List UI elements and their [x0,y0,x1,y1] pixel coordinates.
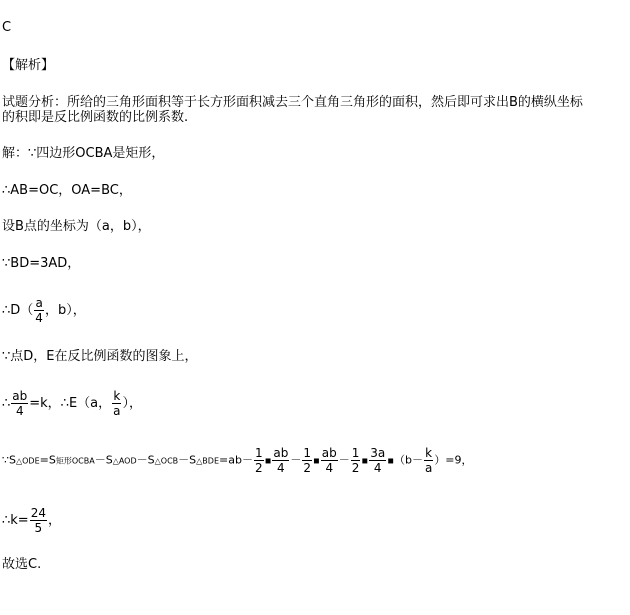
fraction-a-over-4 [34,296,44,325]
step-9-post: ， [47,513,61,528]
s8-sub5: △BDE [196,456,219,466]
fraction-k-over-a [424,446,433,475]
frac-den: a [424,461,433,475]
s8-m3: －S [178,453,197,467]
step-2: ∴AB=OC，OA=BC， [2,183,132,198]
fraction-1-over-2 [254,446,264,475]
s8-m2: －S [136,453,155,467]
step-8 [2,446,473,475]
step-4: ∵BD=3AD， [2,256,81,271]
frac-num: 24 [30,506,46,520]
step-7-pre: ∴ [2,396,11,411]
answer-letter: C [2,20,12,35]
fraction-1-over-2 [302,446,312,475]
frac-den: 5 [34,521,43,535]
step-6: ∵点D，E在反比例函数的图象上， [2,349,198,364]
fraction-1-over-2 [351,446,361,475]
step-10: 故选C. [2,557,42,572]
frac-den: 2 [303,461,311,475]
s8-paren: （b－ [393,453,423,467]
step-5-pre: ∴D（ [2,303,34,318]
fraction-ab-over-4 [11,389,28,418]
fraction-3a-over-4 [369,446,386,475]
s8-sub1: △ODE [15,456,40,466]
s8-pre: ∵S [2,453,16,467]
frac-den: 4 [373,461,382,475]
s8-sub2: 矩形OCBA [55,456,95,466]
step-5 [2,296,86,325]
frac-den: 4 [15,404,24,418]
frac-den: 4 [325,461,334,475]
s8-sub3: △AOD [112,456,137,466]
s8-sub4: △OCB [154,456,179,466]
frac-num: 3a [370,446,386,460]
s8-minus: － [338,453,350,467]
frac-den: 4 [277,461,285,475]
frac-num: k [113,389,121,403]
fraction-k-over-a [112,389,121,418]
step-3: 设B点的坐标为（a，b）， [2,219,151,234]
fraction-ab-over-4 [321,446,338,475]
step-5-post: ，b）， [44,303,86,318]
analysis-line-2: 的积即是反比例函数的比例系数. [2,110,189,125]
analysis-line-1: 试题分析：所给的三角形面积等于长方形面积减去三个直角三角形的面积，然后即可求出B的横纵坐标 [2,95,583,110]
step-7-post: ）， [122,396,143,411]
frac-num: k [425,446,433,460]
frac-num: ab [321,446,337,460]
step-9 [2,506,61,535]
frac-den: 4 [35,311,43,325]
frac-den: a [113,404,121,418]
frac-num: 1 [254,446,263,460]
step-1: 解：∵四边形OCBA是矩形， [2,146,165,161]
frac-den: 2 [351,461,360,475]
frac-num: ab [273,446,289,460]
s8-end: ）=9， [434,453,473,467]
s8-minus: － [290,453,302,467]
fraction-24-over-5 [30,506,47,535]
step-7 [2,389,142,418]
section-header: 【解析】 [2,58,55,73]
fraction-ab-over-4 [272,446,289,475]
s8-eq: =S [39,453,56,467]
multiply-dot: ▪ [387,455,394,467]
multiply-dot: ▪ [313,455,320,467]
s8-eqab: =ab－ [219,453,253,467]
step-9-pre: ∴k= [2,513,29,528]
frac-num: a [35,296,43,310]
frac-num: 1 [303,446,311,460]
multiply-dot: ▪ [361,455,369,467]
frac-num: ab [12,389,28,403]
frac-den: 2 [254,461,263,475]
frac-num: 1 [351,446,360,460]
s8-m1: －S [94,453,113,467]
step-7-mid: =k，∴E（a， [29,396,112,411]
multiply-dot: ▪ [264,455,272,467]
